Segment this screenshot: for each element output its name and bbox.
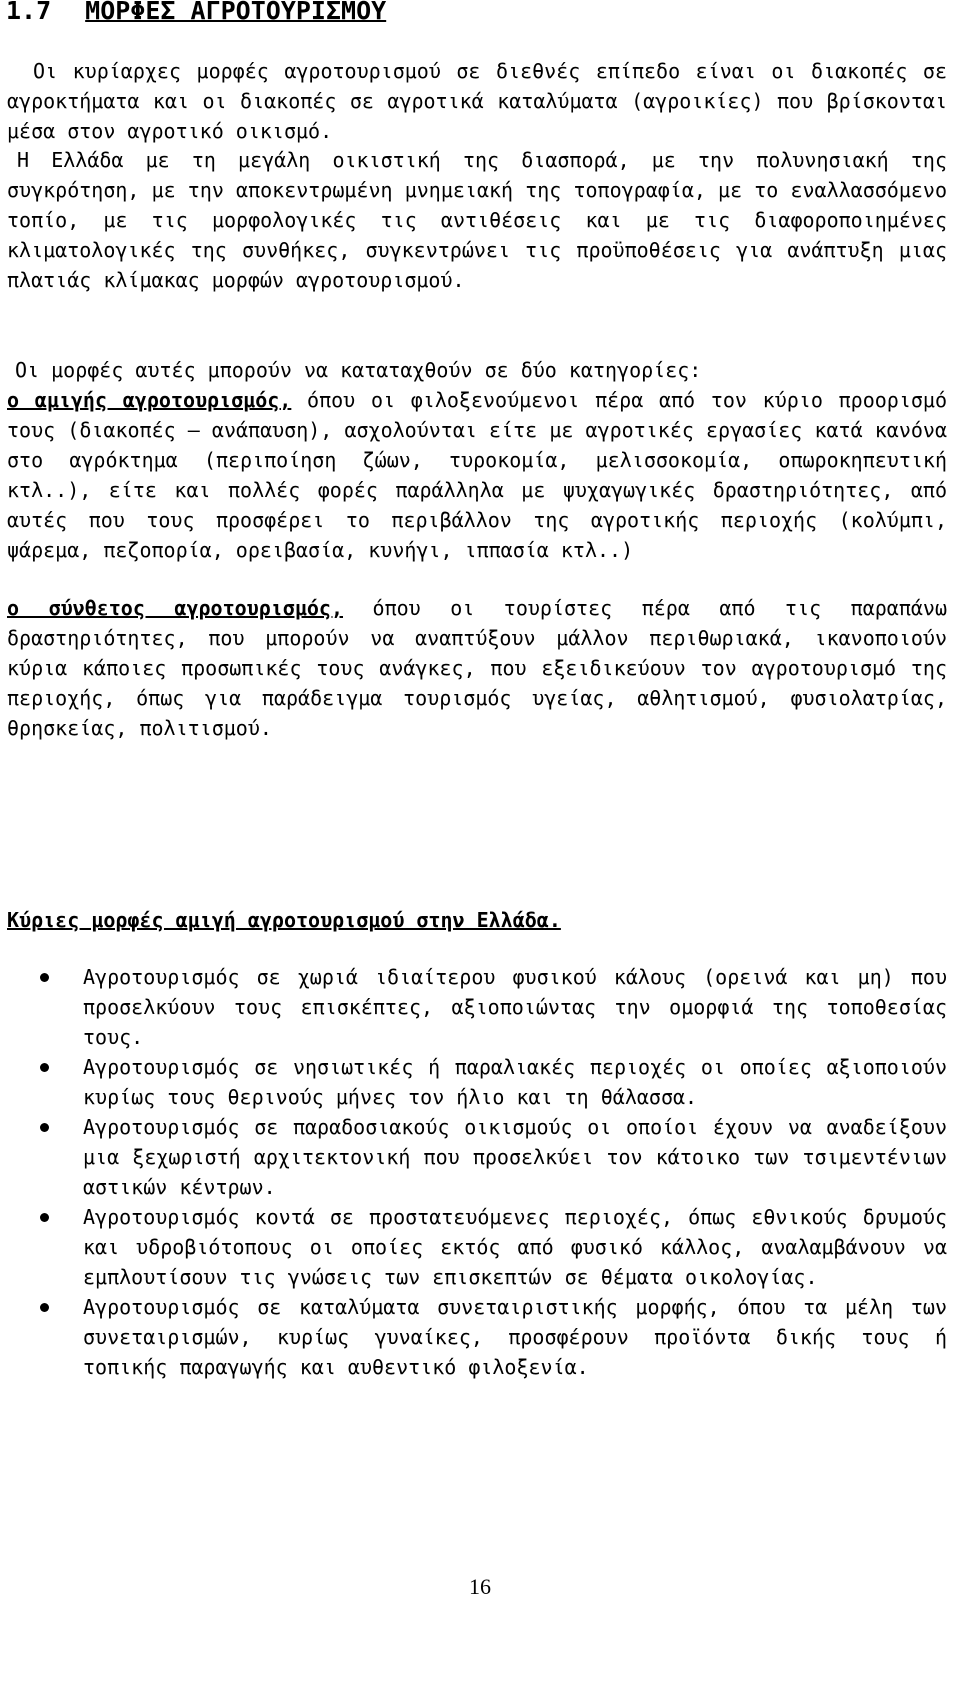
list-item (0, 962, 947, 1052)
list-item (0, 1202, 947, 1292)
forms-bullet-list (0, 962, 960, 1382)
bullet-icon (40, 1213, 49, 1222)
list-item-text: Αγροτουρισμός κοντά σε προστατευόμενες περιοχές, όπως εθνικούς δρυμούς και υδροβιότοπους οι οποίες εκτός από φυσικό κάλλος, αναλαμβάνουν να εμπλουτίσουν τις γνώσεις των επισκεπτών σε θέματα οικολογίας. (83, 1205, 947, 1289)
composite-agrotourism-text: όπου οι τουρίστες πέρα από τις παραπάνω δραστηριότητες, που μπορούν να αναπτύξουν μάλλον περιθωριακά, ικανοποιούν κύρια κάποιες προσωπικές τους ανάγκες, που εξειδικεύουν τον αγροτουρισμό της περιοχής, όπως για παράδειγμα τουρισμός υγείας, αθλητισμού, φυσιολατρίας, θρησκείας, πολιτισμού. (7, 596, 948, 740)
composite-agrotourism-term: ο σύνθετος αγροτουρισμός, (7, 596, 343, 620)
section-heading (6, 0, 386, 26)
paragraph-greece-text: Η Ελλάδα με τη μεγάλη οικιστική της διασπορά, με την πολυνησιακή της συγκρότηση, με την αποκεντρωμένη μνημειακή της τοπογραφία, με το εναλλασσόμενο τοπίο, με τις μορφολογικές τις αντιθέσεις και με τις διαφοροποιημένες κλιματολογικές της συνθήκες, συγκεντρώνει τις προϋποθέσεις για ανάπτυξη μιας πλατιάς κλίμακας μορφών αγροτουρισμού. (7, 148, 947, 292)
paragraph-intro (7, 56, 947, 146)
subheading-main-forms: Κύριες μορφές αμιγή αγροτουρισμού στην Ελλάδα. (7, 908, 561, 932)
list-item-text: Αγροτουρισμός σε νησιωτικές ή παραλιακές περιοχές οι οποίες αξιοποιούν κυρίως τους θερινούς μήνες τον ήλιο και τη θάλασσα. (83, 1055, 947, 1109)
paragraph-categories (7, 355, 947, 565)
page-number: 16 (469, 1574, 491, 1599)
bullet-icon (40, 1123, 49, 1132)
pure-agrotourism-text: όπου οι φιλοξενούμενοι πέρα από τον κύριο προορισμό τους (διακοπές – ανάπαυση), ασχολούνται είτε με αγροτικές εργασίες κατά κανόνα στο αγρόκτημα (περιποίηση ζώων, τυροκομία, μελισσοκομία, οπωροκηπευτική κτλ..), είτε και πολλές φορές παράλληλα με ψυχαγωγικές δραστηριότητες, από αυτές που τους προσφέρει το περιβάλλον της αγροτικής περιοχής (κολύμπι, ψάρεμα, πεζοπορία, ορειβασία, κυνήγι, ιππασία κτλ..) (7, 388, 947, 562)
section-title: ΜΟΡΦΕΣ ΑΓΡΟΤΟΥΡΙΣΜΟΥ (85, 0, 387, 25)
list-item-text: Αγροτουρισμός σε χωριά ιδιαίτερου φυσικού κάλους (ορεινά και μη) που προσελκύουν τους επισκέπτες, αξιοποιώντας την ομορφιά της τοποθεσίας τους. (83, 965, 947, 1049)
paragraph-greece (7, 145, 947, 295)
paragraph-composite (7, 593, 947, 743)
paragraph-intro-text: Οι κυρίαρχες μορφές αγροτουρισμού σε διεθνές επίπεδο είναι οι διακοπές σε αγροκτήματα και οι διακοπές σε αγροτικά καταλύματα (αγροικίες) που βρίσκονται μέσα στον αγροτικό οικισμό. (7, 59, 947, 143)
list-item (0, 1292, 947, 1382)
bullet-icon (40, 1063, 49, 1072)
bullet-icon (40, 1303, 49, 1312)
pure-agrotourism-term: ο αμιγής αγροτουρισμός, (7, 388, 292, 412)
list-item (0, 1112, 947, 1202)
list-item-text: Αγροτουρισμός σε παραδοσιακούς οικισμούς οι οποίοι έχουν να αναδείξουν μια ξεχωριστή αρχιτεκτονική που προσελκύει τον κάτοικο των τσιμεντένιων αστικών κέντρων. (83, 1115, 947, 1199)
bullet-icon (40, 973, 49, 982)
categories-intro-text: Οι μορφές αυτές μπορούν να καταταχθούν σε δύο κατηγορίες: (15, 358, 702, 382)
list-item-text: Αγροτουρισμός σε καταλύματα συνεταιριστικής μορφής, όπου τα μέλη των συνεταιρισμών, κυρίως γυναίκες, προσφέρουν προϊόντα δικής τους ή τοπικής παραγωγής και αυθεντικό φιλοξενία. (83, 1295, 947, 1379)
list-item (0, 1052, 947, 1112)
section-number: 1.7 (6, 0, 52, 25)
